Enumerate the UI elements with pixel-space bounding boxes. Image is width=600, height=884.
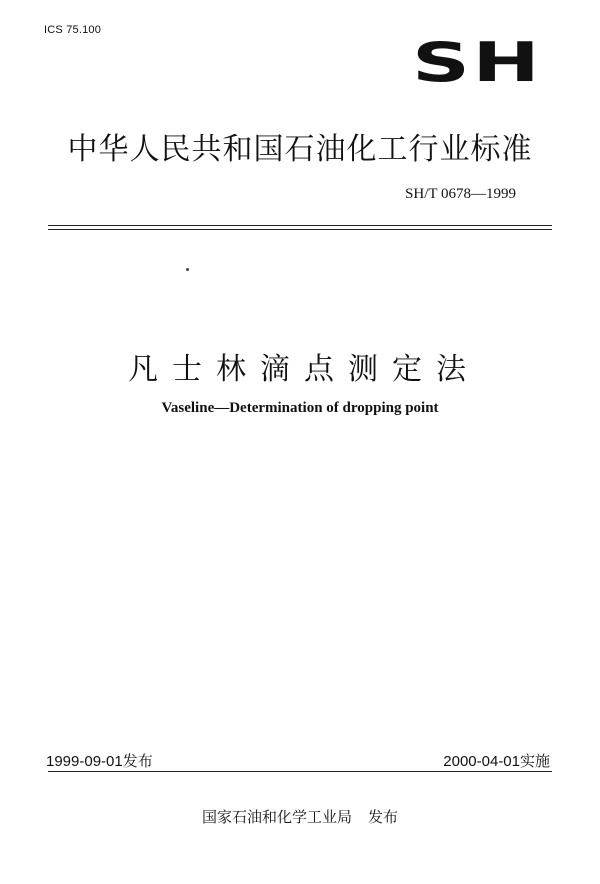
- issue-date: 1999-09-01发布: [46, 753, 153, 770]
- standard-number: SH/T 0678—1999: [405, 186, 516, 202]
- implementation-date: 2000-04-01实施: [443, 753, 550, 770]
- document-title-chinese: 凡士林滴点测定法: [128, 352, 480, 387]
- ics-code: ICS 75.100: [44, 24, 102, 36]
- scan-speck: [186, 268, 189, 271]
- header-divider-upper: [48, 225, 552, 226]
- sh-logo: SH: [412, 31, 543, 95]
- issuer-name: 国家石油和化学工业局: [201, 808, 352, 826]
- issuer-action: 发布: [368, 808, 399, 826]
- industry-standard-title: 中华人民共和国石油化工行业标准: [67, 132, 533, 167]
- document-title-english: Vaseline—Determination of dropping point: [161, 400, 439, 416]
- footer-divider: [48, 771, 552, 772]
- issuer-line: [0, 806, 600, 827]
- header-divider-lower: [48, 229, 552, 230]
